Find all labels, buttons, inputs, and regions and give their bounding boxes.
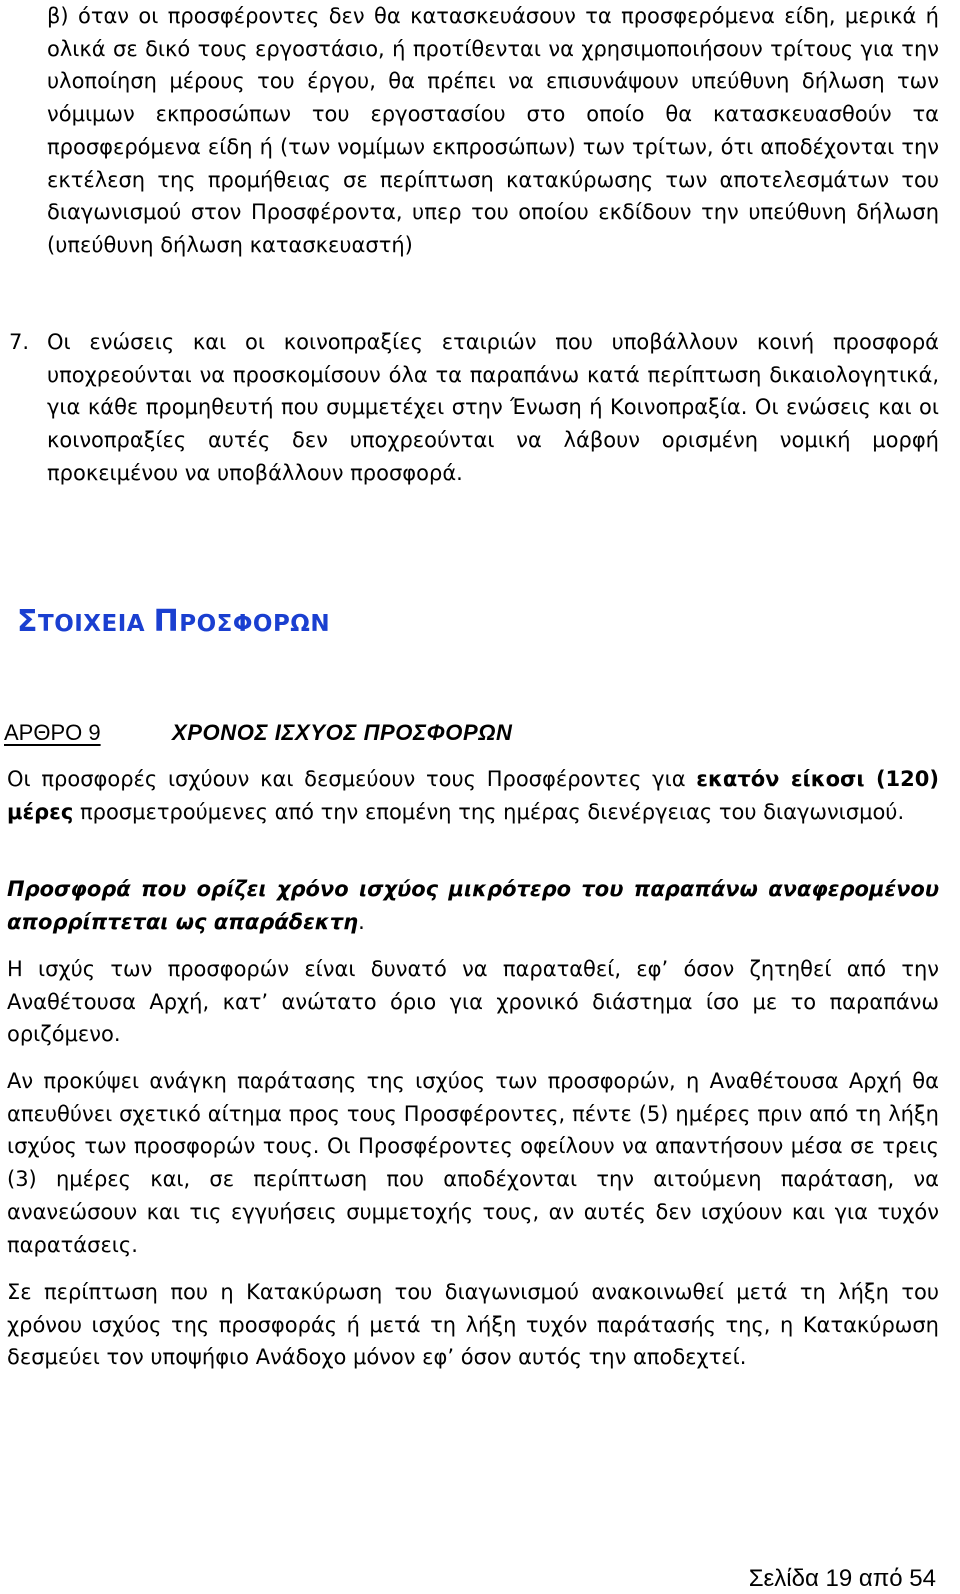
list-item-7 xyxy=(9,326,939,490)
paragraph-award-after-expiry: Σε περίπτωση που η Κατακύρωση του διαγωνισμού ανακοινωθεί μετά τη λήξη του χρόνου ισχύος της προσφοράς ή μετά τη λήξη τυχόν παράτασής της, η Κατακύρωση δεσμεύει τον υποψήφιο Ανάδοχο μόνον εφ’ όσον αυτός την αποδεχτεί. xyxy=(7,1280,939,1370)
article-number: ΑΡΘΡΟ 9 xyxy=(4,720,101,745)
paragraph-text: προσμετρούμενες από την επομένη της ημέρας διενέργειας του διαγωνισμού. xyxy=(73,799,905,824)
paragraph-validity-period xyxy=(7,763,939,828)
section-title-rest-2: ΡΟΣΦΟΡΩΝ xyxy=(179,611,331,637)
article-heading xyxy=(4,716,934,750)
paragraph-emphasis: εκατόν είκοσι (120) μέρες xyxy=(7,767,939,824)
page-number: Σελίδα 19 από 54 xyxy=(748,1565,936,1592)
section-title xyxy=(17,602,330,644)
paragraph-rejection-rule xyxy=(7,873,939,938)
section-title-initial-2: Π xyxy=(153,604,180,639)
paragraph-text: Οι προσφορές ισχύουν και δεσμεύουν τους Προσφέροντες για xyxy=(7,767,697,791)
continuation-paragraph: β) όταν οι προσφέροντες δεν θα κατασκευάσουν τα προσφερόμενα είδη, μερικά ή ολικά σε δικό τους εργοστάσιο, ή προτίθενται να χρησιμοποιήσουν τρίτους για την υλοποίηση μέρους του έργου, θα πρέπει να επισυνάψουν υπεύθυνη δήλωση των νόμιμων εκπροσώπων του εργοστασίου στο οποίο θα κατασκευασθούν τα προσφερόμενα είδη ή (των νομίμων εκπροσώπων) των τρίτων, ότι αποδέχονται την εκτέλεση της προμήθειας σε περίπτωση κατακύρωσης των αποτελεσμάτων του διαγωνισμού στον Προσφέροντα, υπερ του οποίου εκδίδουν την υπεύθυνη δήλωση (υπεύθυνη δήλωση κατασκευαστή) xyxy=(47,4,939,257)
list-item-text: Οι ενώσεις και οι κοινοπραξίες εταιριών που υποβάλλουν κοινή προσφορά υποχρεούνται να προσκομίσουν όλα τα παραπάνω κατά περίπτωση δικαιολογητικά, για κάθε προμηθευτή που συμμετέχει στην Ένωση ή Κοινοπραξία. Οι ενώσεις και οι κοινοπραξίες αυτές δεν υποχρεούνται να λάβουν ορισμένη νομική μορφή προκειμένου να υποβάλλουν προσφορά. xyxy=(47,330,939,485)
paragraph-extension: Η ισχύς των προσφορών είναι δυνατό να παραταθεί, εφ’ όσον ζητηθεί από την Αναθέτουσα Αρχή, κατ’ ανώτατο όριο για χρονικό διάστημα ίσο με το παραπάνω οριζόμενο. xyxy=(7,957,939,1047)
paragraph-text: Προσφορά που ορίζει χρόνο ισχύος μικρότερο του παραπάνω αναφερομένου απορρίπτεται ως απαράδεκτη xyxy=(7,877,939,934)
section-title-initial-1: Σ xyxy=(17,604,38,639)
article-title: ΧΡΟΝΟΣ ΙΣΧΥΟΣ ΠΡΟΣΦΟΡΩΝ xyxy=(172,720,513,745)
section-title-rest-1: ΤΟΙΧΕΙΑ xyxy=(38,611,154,637)
paragraph-period: . xyxy=(358,909,365,934)
list-item-number: 7. xyxy=(9,330,30,354)
paragraph-extension-request: Αν προκύψει ανάγκη παράτασης της ισχύος των προσφορών, η Αναθέτουσα Αρχή θα απευθύνει σχετικό αίτημα προς τους Προσφέροντες, πέντε (5) ημέρες πριν από τη λήξη ισχύος των προσφορών τους. Οι Προσφέροντες οφείλουν να απαντήσουν μέσα σε τρεις (3) ημέρες και, σε περίπτωση που αποδέχονται την αιτούμενη παράταση, να ανανεώσουν και τις εγγυήσεις συμμετοχής τους, αν αυτές δεν ισχύουν και για τυχόν παρατάσεις. xyxy=(7,1069,939,1257)
